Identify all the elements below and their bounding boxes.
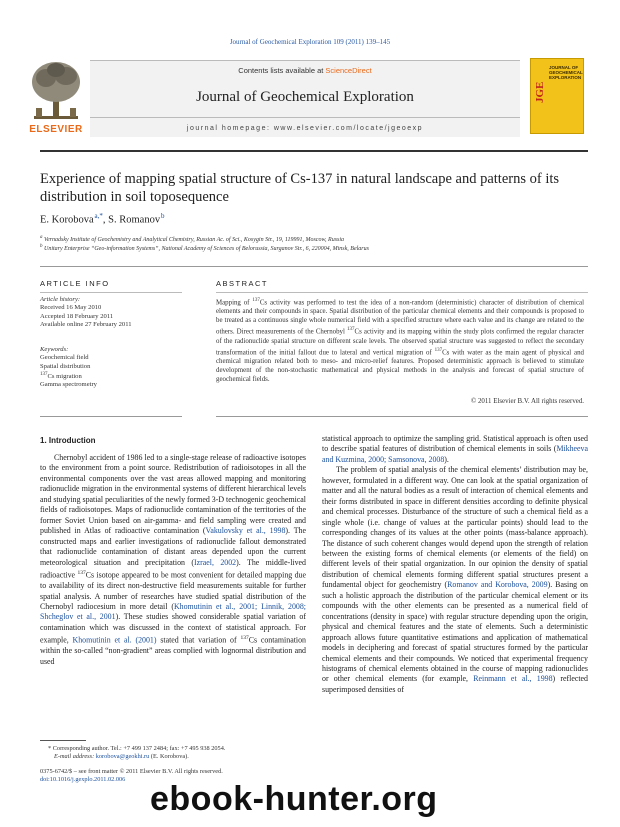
corresponding-author-note [40, 745, 300, 761]
abstract-sup: 137 [434, 347, 443, 353]
citation-link[interactable]: Izrael, 2002 [194, 557, 237, 567]
article-history [40, 296, 190, 329]
keyword-4: Gamma spectrometry [40, 381, 97, 389]
author-1-affiliation[interactable]: a,* [94, 212, 103, 220]
article-title: Experience of mapping spatial structure of Cs-137 in natural landscape and patterns of its distribution in soil toposequence [40, 171, 560, 205]
abstract-part: Cs activity was performed to test the idea of a non-random (deterministic) character of distribution of chemical elements and their compounds in space. Spatial distribution of the particular chemical elements and their compounds is proposed to be treated as a continuous single whole numerical field with a specified structure where each value and its change are related to the others. Direct measurements of the Chernobyl [216, 299, 584, 336]
abstract-sup: 137 [347, 327, 355, 333]
text-run: ). The middle-lived radioactive [40, 557, 306, 580]
email-tail: (E. Korobova). [149, 753, 189, 760]
isotope-sup: 137 [77, 569, 86, 576]
issn-line: 0375-6742/$ – see front matter © 2011 Elsevier B.V. All rights reserved. [40, 768, 223, 775]
right-column [322, 434, 588, 808]
text-run: Chernobyl accident of 1986 led to a single-stage release of radioactive isotopes to the environment from a point source. Redistribution of radioisotopes in all the environmental components over the vast areas allowed mapping and monitoring radionuclide migration in the environmental systems of different hierarchical levels and studying spatial peculiarities of the newly formed 3-D technogenic geochemical fields of radioisotopes. Maps of radionuclide contamination of the territories of the former Soviet Union based on air-gamma- and field sampling were created and published in Atlas of radioactive contamination ( [40, 453, 306, 536]
text-run: ) reflected superimposed densities of [322, 674, 588, 694]
watermark-text: ebook-hunter.org [150, 780, 438, 818]
keyword-1: Geochemical field [40, 354, 89, 362]
keyword-3-sup: 137 [40, 371, 48, 377]
header-divider [90, 117, 520, 118]
publisher-name: ELSEVIER [29, 124, 83, 135]
doi-link[interactable]: doi:10.1016/j.gexplo.2011.02.006 [40, 776, 126, 783]
aff-a-marker: a [40, 235, 43, 240]
abstract-part: Mapping of [216, 299, 253, 307]
text-run: stated that variation of [156, 635, 241, 645]
intro-paragraph-1 [40, 453, 306, 667]
intro-paragraph-1-cont [322, 434, 588, 465]
corresponding-author: * Corresponding author. Tel.: +7 499 137 2484; fax: +7 495 938 2054. [48, 745, 226, 752]
keywords [40, 346, 190, 390]
abstract-sup: 137 [252, 298, 260, 303]
author-2-affiliation[interactable]: b [160, 212, 165, 220]
abstract-heading: ABSTRACT [216, 279, 269, 288]
keyword-3-text: Cs migration [47, 373, 82, 381]
text-run: ). [444, 454, 449, 464]
aff-a-text: Vernadsky Institute of Geochemistry and Analytical Chemistry, Russian Ac. of Sci., Kosygin Str., 19, 119991, Moscow, Russia [44, 237, 345, 243]
email-link[interactable]: korobova@geokhi.ru [95, 753, 150, 760]
affiliation-b [40, 244, 600, 252]
abstract-rule [216, 292, 588, 293]
text-run: The problem of spatial analysis of the chemical elements’ distribution may be, however, formulated in a different way. One can look at the spatial organization of matter and all the natural bodies as a result of interaction of chemical elements and their forms distributed in space in different densities according to definite physical and chemical processes. Disturbance of the structure of such a chemical field as a single whole (i.e. change of values at the particular points) should lead to the corresponding changes of its values at the other points (mass-balance approach). The distance of such coherent changes would depend upon the strength of relation between the existing forms of chemical elements (or elements of the field) on different levels of their spatial organization. In our opinion the density of spatial distribution of chemical elements forming different spatial structures present a fundamental object for geochemistry ( [322, 465, 588, 590]
author-2: S. Romanov [108, 214, 161, 226]
abstract-bottom-rule-right [216, 416, 588, 417]
contents-line [90, 66, 520, 75]
text-run: Cs contamination within the so-called “non-gradient” areas complied with lognormal distribution and used [40, 635, 306, 666]
info-top-rule [40, 266, 588, 267]
abstract-text [216, 296, 584, 384]
accepted-date: Accepted 18 February 2011 [40, 312, 114, 320]
title-top-rule [40, 150, 588, 152]
citation-link[interactable]: Khomutinin et al., 2001; Linnik, 2008; Shcheglov et al., 2001 [40, 601, 306, 622]
citation-link[interactable]: Romanov and Korobova, 2009 [447, 580, 548, 590]
journal-reference[interactable]: Journal of Geochemical Exploration 109 (2011) 139–145 [229, 38, 391, 46]
citation-link[interactable]: Mikheeva and Kuzmina, 2000; Samsonova, 2008 [322, 444, 588, 464]
cover-abbrev: JGE [534, 81, 546, 103]
text-run: ). These studies showed considerable spatial variation of contamination which was discussed in the context of statistical approach. For example, [40, 612, 306, 645]
aff-b-text: Unitary Enterprise “Geo-information Systems”, National Academy of Sciences of Belorussia, Surganov Str., 6, 220004, Minsk, Belarus [44, 246, 369, 252]
article-info-rule [40, 292, 182, 293]
intro-paragraph-2 [322, 465, 588, 695]
left-column [40, 453, 306, 733]
text-run: ). Basing on such a holistic approach the distribution of the particular chemical element or its compounds with the other elements can be presented as a numerical field of concentrations (density in space) with regular structure depending upon the origin, physical and chemical features and the state of elements. Such a deterministic approach allows future quantitative estimations and application of mathematical models in deciphering and forecast of spatial structures formed by the particular chemical elements and their compounds. We noticed that experimental frequency histograms of chemical elements obtained in the course of mapping radionuclides or other chemical elements (for example, [322, 580, 588, 684]
journal-cover-image [530, 58, 584, 134]
cover-title: JOURNAL OF GEOCHEMICAL EXPLORATION [549, 65, 583, 80]
abstract-part: Cs activity and its mapping within the study plots confirmed the regular character of the radionuclide spatial structure on different scale levels. The observed spatial structure was suggested to reflect the secondary transformation of the initial fallout due to lateral and vertical migration of [216, 328, 584, 356]
keyword-2: Spatial distribution [40, 362, 91, 370]
citation-link[interactable]: Khomutinin et al. (2001) [72, 635, 157, 645]
abstract-copyright: © 2011 Elsevier B.V. All rights reserved. [471, 398, 584, 405]
journal-title: Journal of Geochemical Exploration [196, 89, 414, 105]
abstract-part: Cs with water as the main agent of physical and chemical migration related both to meso- and micro-relief features. Proposed deterministic approach is believed to stimulate development of the non-stochastic mathematical and physical methods in the analysis and forecast of spatial structure of geochemical fields. [216, 348, 584, 383]
author-list [40, 212, 164, 226]
received-date: Received 16 May 2010 [40, 304, 102, 312]
history-label: Article history: [40, 296, 81, 303]
citation-link[interactable]: Reinmann et al., 1998 [473, 674, 553, 684]
affiliation-a [40, 235, 600, 243]
author-separator: , [102, 214, 109, 226]
sciencedirect-link[interactable]: ScienceDirect [325, 66, 372, 75]
text-run: Cs isotope appeared to be most convenient for detailed mapping due to availability of its direct non-destructive field measurements suitable for further spatial analysis. A number of researches have studied spatial distribution of the Chernobyl radiocesium in more detail ( [40, 570, 306, 611]
contents-prefix: Contents lists available at [238, 66, 326, 75]
isotope-sup: 137 [240, 635, 249, 642]
footnote-rule [40, 740, 86, 741]
text-run: ). The constructed maps and earlier investigations of radionuclide fallout demonstrated that radionuclide contamination of distant areas depended upon the current meteorological situation and precipitation ( [40, 526, 306, 567]
author-1: E. Korobova [40, 214, 94, 226]
online-date: Available online 27 February 2011 [40, 320, 132, 328]
elsevier-tree-logo-icon [26, 58, 86, 132]
abstract-bottom-rule-left [40, 416, 182, 417]
email-label: E-mail address: [54, 753, 96, 760]
text-run: statistical approach to optimize the sampling grid. Statistical approach is often used to describe spatial features of distribution of chemical elements in soils ( [322, 434, 588, 454]
citation-link[interactable]: Vakulovsky et al., 1998 [205, 526, 286, 536]
keywords-label: Keywords: [40, 346, 69, 353]
keyword-3 [40, 371, 190, 381]
journal-homepage[interactable]: journal homepage: www.elsevier.com/locate/jgeoexp [186, 125, 424, 132]
aff-b-marker: b [40, 244, 43, 249]
article-info-heading: ARTICLE INFO [40, 279, 110, 288]
introduction-heading: 1. Introduction [40, 436, 96, 445]
